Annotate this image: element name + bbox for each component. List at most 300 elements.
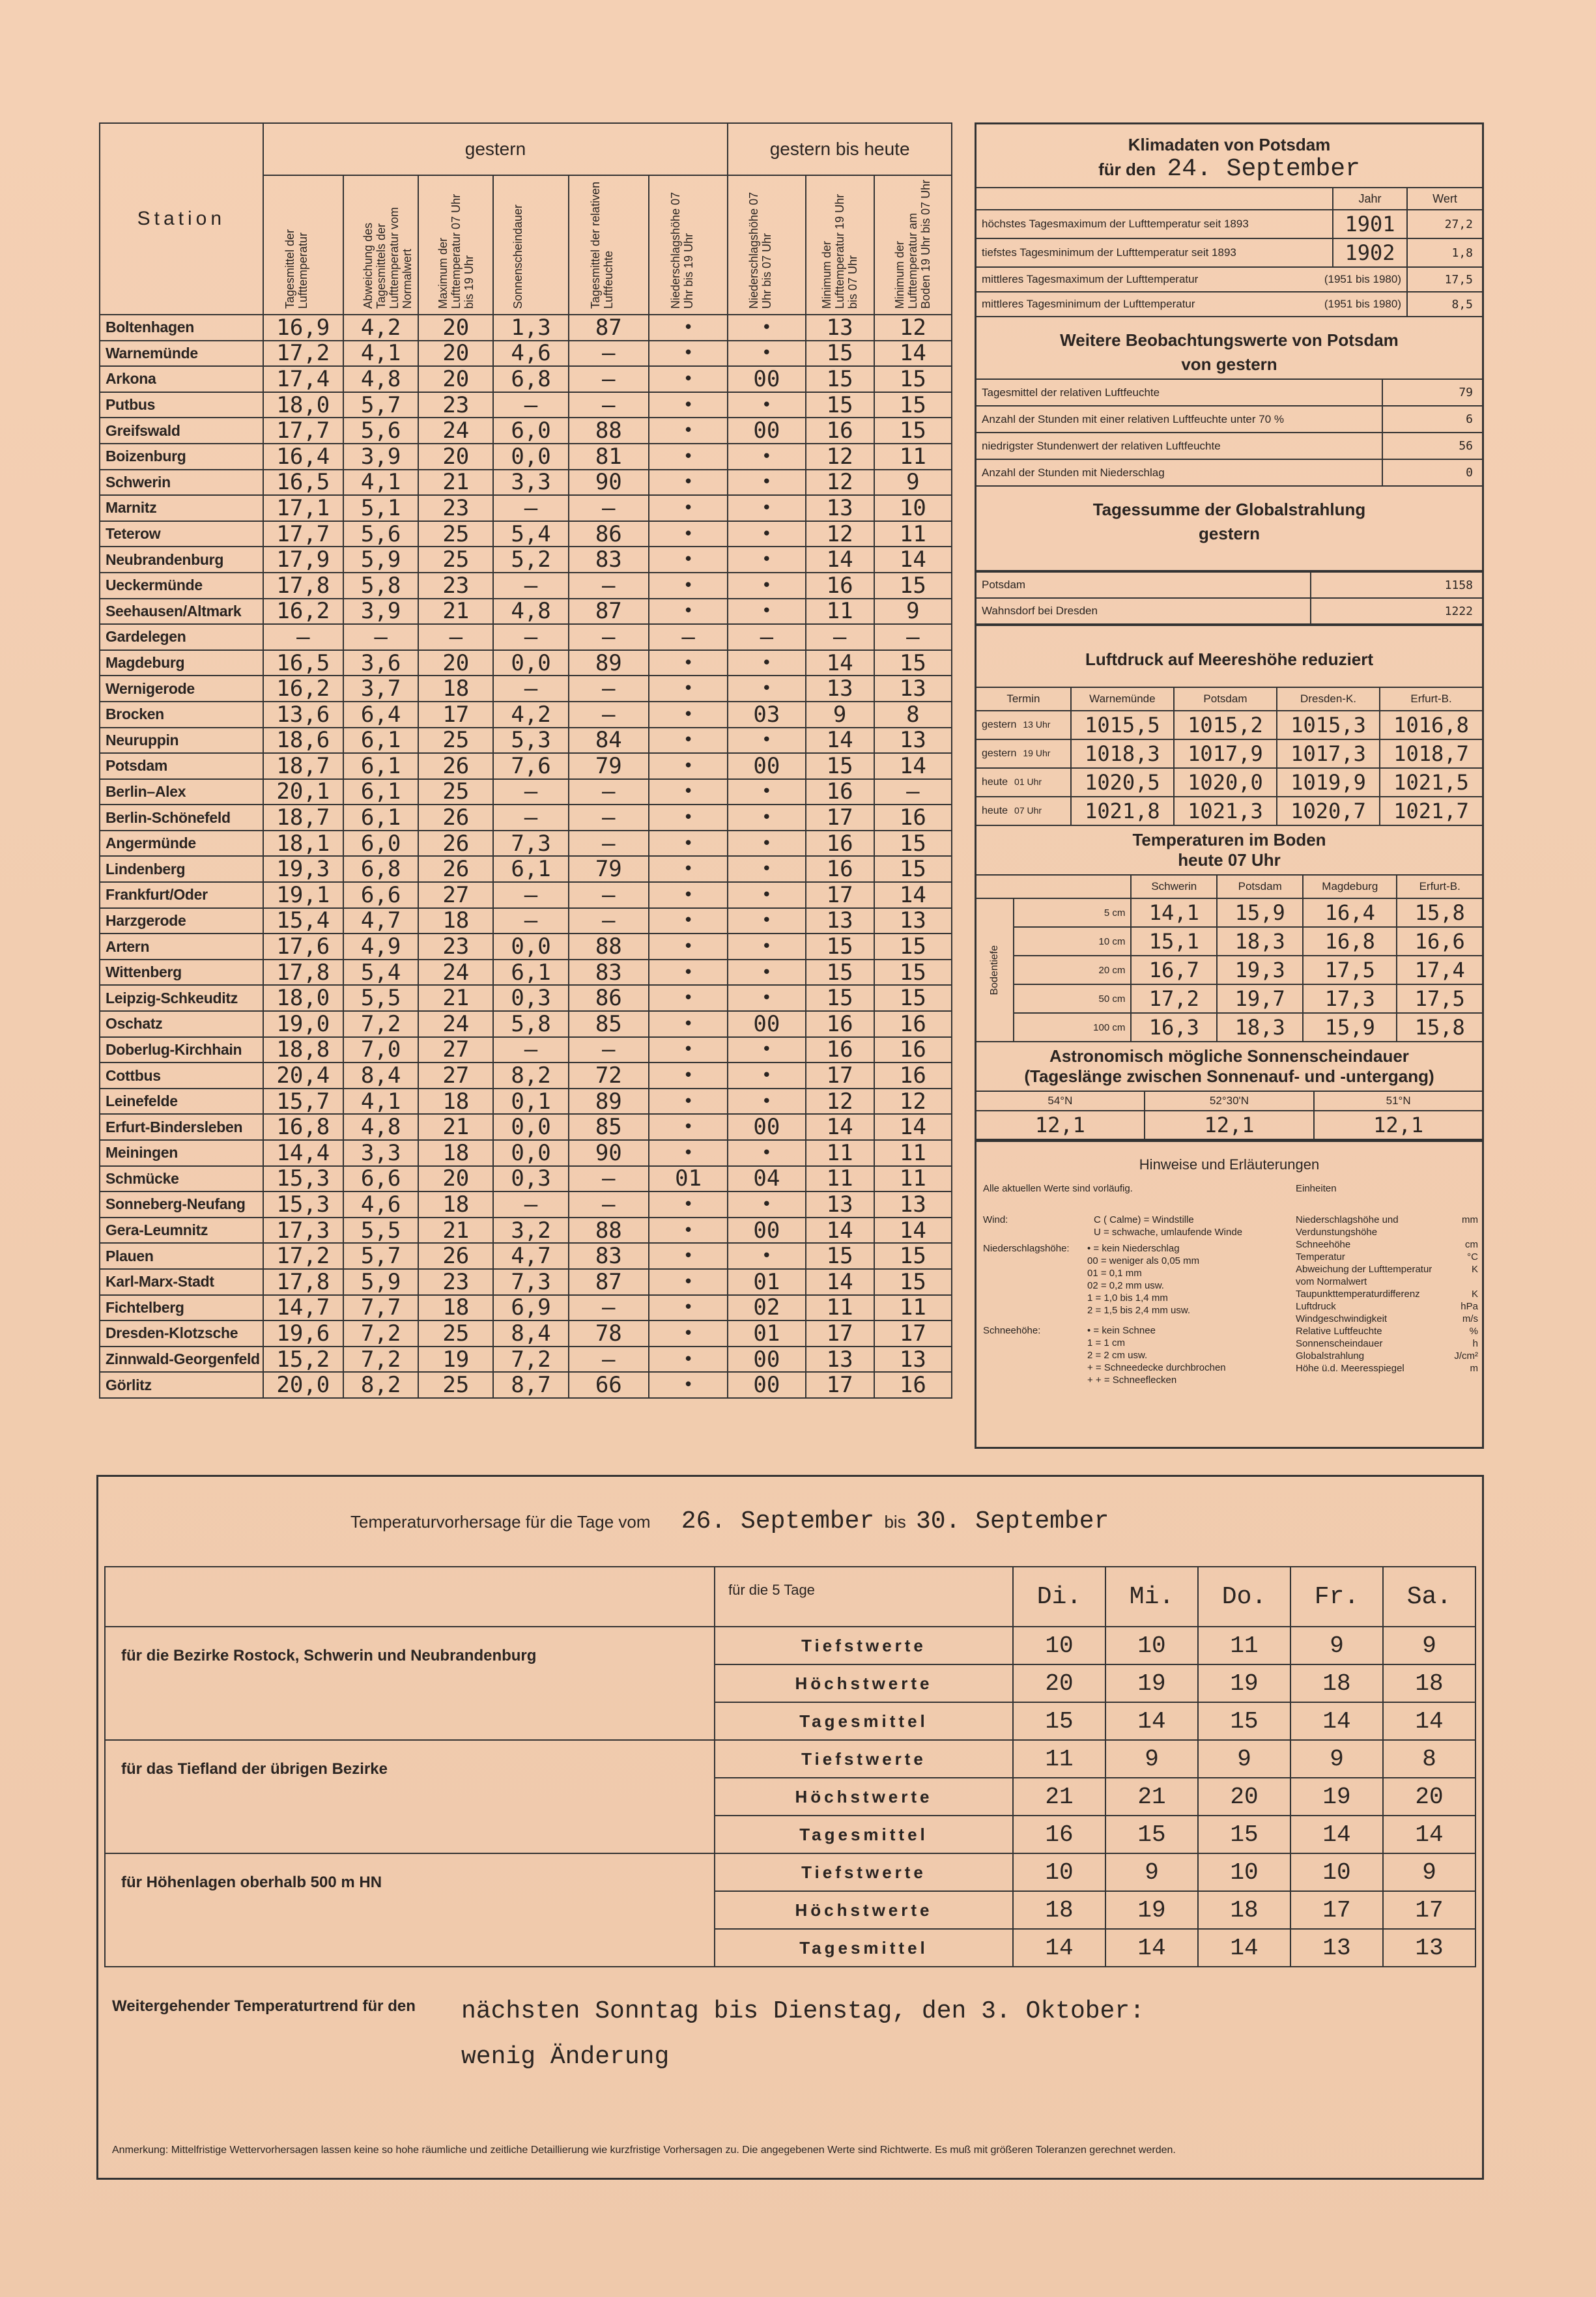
station-name: Erfurt-Bindersleben — [100, 1114, 263, 1140]
station-row — [100, 1089, 952, 1115]
hinweise-title: Hinweise und Erläuterungen — [976, 1140, 1482, 1173]
hint-line: + = Schneedecke durchbrochen — [1087, 1362, 1226, 1373]
col-header-text: Tagesmittel der Lufttemperatur — [283, 229, 310, 309]
unit-symbol: h — [1472, 1338, 1478, 1349]
station-value: 18,0 — [263, 985, 343, 1011]
unit-row — [1296, 1288, 1478, 1300]
unit-symbol: % — [1469, 1326, 1478, 1337]
station-value: 19,6 — [263, 1320, 343, 1347]
station-value: — — [418, 624, 493, 650]
station-value: 89 — [569, 1089, 649, 1115]
station-value: 00 — [728, 366, 805, 392]
term-time: 19 Uhr — [1023, 748, 1051, 758]
boden-head — [976, 875, 1482, 898]
luftdruck-table — [976, 687, 1482, 826]
station-value: 6,0 — [343, 831, 418, 857]
station-value: 20,4 — [263, 1063, 343, 1089]
station-value: • — [728, 728, 805, 754]
station-value: 14 — [874, 1218, 952, 1244]
station-value: 7,3 — [493, 831, 568, 857]
station-value: 20 — [418, 1166, 493, 1192]
station-row — [100, 728, 952, 754]
station-row — [100, 702, 952, 728]
station-value: 15 — [874, 985, 952, 1011]
term-time: 13 Uhr — [1023, 719, 1051, 730]
station-value: 13,6 — [263, 702, 343, 728]
station-row — [100, 960, 952, 986]
station-value: 18,7 — [263, 805, 343, 831]
station-name: Boizenburg — [100, 444, 263, 470]
station-value: 17 — [806, 1320, 874, 1347]
luftdruck-value: 1015,5 — [1071, 711, 1174, 739]
boden-value: 15,1 — [1131, 927, 1217, 956]
station-value: 16,5 — [263, 470, 343, 496]
station-name: Warnemünde — [100, 341, 263, 367]
astro-col: 54°N — [976, 1091, 1145, 1111]
hint-line: 00 = weniger als 0,05 mm — [1087, 1255, 1200, 1266]
term-time: 07 Uhr — [1014, 805, 1042, 816]
luftdruck-title: Luftdruck auf Meereshöhe reduziert — [976, 625, 1482, 687]
station-value: – — [874, 779, 952, 805]
station-name: Karl-Marx-Stadt — [100, 1269, 263, 1295]
station-value: • — [728, 882, 805, 908]
forecast-from: 26. September — [681, 1507, 875, 1535]
luftdruck-row — [976, 711, 1482, 739]
station-value: 8,4 — [343, 1063, 418, 1089]
station-value: 6,8 — [493, 366, 568, 392]
station-value: 4,2 — [493, 702, 568, 728]
station-value: 16,5 — [263, 650, 343, 676]
station-value: 16 — [806, 856, 874, 882]
klima-year: 1902 — [1333, 238, 1407, 267]
station-value: • — [728, 1089, 805, 1115]
boden-depth: 10 cm — [1014, 927, 1131, 956]
klima-date: 24. September — [1167, 155, 1360, 183]
unit-symbol: J/cm² — [1454, 1350, 1478, 1362]
weitere-subtitle: von gestern — [1181, 354, 1277, 374]
col-header — [263, 175, 343, 315]
astro-table — [976, 1091, 1482, 1140]
station-value: 18,1 — [263, 831, 343, 857]
station-value: 4,9 — [343, 934, 418, 960]
station-value: 4,8 — [343, 366, 418, 392]
station-value: – — [569, 1037, 649, 1063]
station-value: 7,7 — [343, 1295, 418, 1321]
unit-symbol: °C — [1467, 1251, 1478, 1263]
station-value: 20 — [418, 341, 493, 367]
station-value: • — [728, 650, 805, 676]
forecast-value: 15 — [1013, 1702, 1105, 1740]
station-value: 7,2 — [343, 1011, 418, 1037]
luftdruck-value: 1018,3 — [1071, 739, 1174, 768]
forecast-value: 16 — [1013, 1816, 1105, 1853]
luftdruck-value: 1018,7 — [1380, 739, 1482, 768]
boden-row — [976, 898, 1482, 927]
station-row — [100, 1347, 952, 1373]
station-value: 12 — [874, 315, 952, 341]
station-value: 83 — [569, 547, 649, 573]
klima-head-empty — [976, 188, 1333, 210]
forecast-value: 19 — [1105, 1664, 1198, 1702]
forecast-day: Mi. — [1105, 1567, 1198, 1627]
forecast-bis: bis — [884, 1512, 906, 1532]
klima-label — [976, 238, 1333, 267]
astro-value: 12,1 — [1314, 1111, 1482, 1139]
station-value: 5,8 — [493, 1011, 568, 1037]
station-value: 19,0 — [263, 1011, 343, 1037]
station-value: 15 — [874, 418, 952, 444]
station-value: 11 — [806, 1295, 874, 1321]
station-value: 6,8 — [343, 856, 418, 882]
forecast-value: 19 — [1290, 1778, 1383, 1816]
station-value: • — [649, 1011, 728, 1037]
station-value: • — [649, 934, 728, 960]
station-value: – — [569, 1295, 649, 1321]
trend-line-2: wenig Änderung — [461, 2043, 670, 2071]
hint-line: 01 = 0,1 mm — [1087, 1268, 1142, 1279]
station-value: – — [493, 805, 568, 831]
station-row — [100, 985, 952, 1011]
klima-table — [976, 187, 1482, 317]
boden-value: 17,3 — [1303, 984, 1397, 1013]
forecast-day: Fr. — [1290, 1567, 1383, 1627]
station-value: • — [728, 1037, 805, 1063]
schnee-label: Schneehöhe: — [983, 1325, 1041, 1336]
unit-symbol: cm — [1465, 1239, 1478, 1250]
station-value: 16,4 — [263, 444, 343, 470]
hint-line: 02 = 0,2 mm usw. — [1087, 1280, 1164, 1291]
station-value: 13 — [874, 676, 952, 702]
station-name: Harzgerode — [100, 908, 263, 934]
station-value: – — [569, 366, 649, 392]
station-value: 15 — [806, 341, 874, 367]
station-value: 21 — [418, 985, 493, 1011]
station-row — [100, 1011, 952, 1037]
boden-side — [976, 898, 1014, 1042]
forecast-note: Anmerkung: Mittelfristige Wettervorhersagen lassen keine so hohe räumliche und zeitliche Detaillierung wie kurzfristige Vorhersagen zu. Die angegebenen Werte sind Richtwerte. Es muß mit größeren Toleranzen gerechnet werden. — [112, 2145, 1176, 2156]
station-value: 26 — [418, 856, 493, 882]
forecast-intro-line — [350, 1507, 1109, 1535]
station-value: – — [493, 676, 568, 702]
station-value: 20 — [418, 366, 493, 392]
astro-value: 12,1 — [976, 1111, 1145, 1139]
station-value: • — [649, 418, 728, 444]
station-value: • — [649, 908, 728, 934]
value-row — [976, 379, 1482, 406]
station-value: 5,5 — [343, 1218, 418, 1244]
klima-label — [976, 210, 1333, 238]
station-value: 17,7 — [263, 418, 343, 444]
station-value: 17 — [806, 1372, 874, 1398]
forecast-value: 10 — [1013, 1853, 1105, 1891]
boden-row — [976, 956, 1482, 984]
station-header: Station — [100, 123, 263, 315]
station-value: 04 — [728, 1166, 805, 1192]
row-label: Anzahl der Stunden mit einer relativen Luftfeuchte unter 70 % — [976, 406, 1382, 433]
forecast-value: 10 — [1013, 1627, 1105, 1664]
station-value: 20,1 — [263, 779, 343, 805]
station-value: • — [728, 960, 805, 986]
klima-title: Klimadaten von Potsdam — [1128, 135, 1331, 154]
station-value: • — [649, 521, 728, 547]
station-value: 13 — [806, 1347, 874, 1373]
station-value: 8,2 — [493, 1063, 568, 1089]
station-value: 3,6 — [343, 650, 418, 676]
station-value: • — [649, 315, 728, 341]
col-header-text: Maximum der Lufttemperatur 07 Uhr bis 19 Uhr — [436, 193, 476, 309]
forecast-value: 9 — [1198, 1740, 1290, 1778]
row-value: 1222 — [1311, 598, 1482, 624]
forecast-value: 20 — [1383, 1778, 1475, 1816]
boden-title: Temperaturen im Boden — [1132, 830, 1326, 849]
station-value: 11 — [806, 599, 874, 625]
station-value: 3,9 — [343, 599, 418, 625]
wind-label: Wind: — [983, 1214, 1008, 1225]
col-header — [874, 175, 952, 315]
station-value: – — [569, 831, 649, 857]
station-name: Magdeburg — [100, 650, 263, 676]
klima-date-line — [976, 155, 1482, 183]
station-value: • — [649, 1372, 728, 1398]
forecast-value: 19 — [1198, 1664, 1290, 1702]
station-value: 14 — [806, 1218, 874, 1244]
forecast-value: 20 — [1013, 1664, 1105, 1702]
forecast-value: 9 — [1290, 1627, 1383, 1664]
station-value: • — [728, 392, 805, 418]
station-value: 01 — [728, 1269, 805, 1295]
luftdruck-value: 1021,8 — [1071, 797, 1174, 825]
forecast-value: 19 — [1105, 1891, 1198, 1929]
luftdruck-col: Dresden-K. — [1277, 687, 1380, 711]
station-name: Seehausen/Altmark — [100, 599, 263, 625]
station-value: 25 — [418, 521, 493, 547]
station-value: 25 — [418, 547, 493, 573]
unit-name: Temperatur — [1296, 1251, 1345, 1263]
station-row — [100, 573, 952, 599]
unit-symbol: K — [1471, 1289, 1478, 1300]
luftdruck-term — [976, 711, 1071, 739]
forecast-region: für die Bezirke Rostock, Schwerin und Neubrandenburg — [105, 1627, 715, 1740]
station-value: 87 — [569, 315, 649, 341]
forecast-value: 15 — [1105, 1816, 1198, 1853]
right-panel — [975, 122, 1484, 1449]
hinweise-body — [976, 1173, 1482, 1447]
station-value: 86 — [569, 521, 649, 547]
station-row — [100, 1191, 952, 1218]
station-value: – — [493, 882, 568, 908]
units-list — [1296, 1214, 1478, 1375]
station-name: Neubrandenburg — [100, 547, 263, 573]
boden-col: Magdeburg — [1303, 875, 1397, 898]
station-value: • — [728, 444, 805, 470]
station-value: 15,7 — [263, 1089, 343, 1115]
station-value: 6,4 — [343, 702, 418, 728]
station-value: – — [569, 805, 649, 831]
station-value: 02 — [728, 1295, 805, 1321]
station-value: 14 — [874, 753, 952, 779]
station-value: • — [649, 392, 728, 418]
station-name: Gera-Leumnitz — [100, 1218, 263, 1244]
forecast-kind: Tiefstwerte — [715, 1740, 1013, 1778]
station-name: Meiningen — [100, 1140, 263, 1166]
station-value: 11 — [806, 1166, 874, 1192]
station-name: Brocken — [100, 702, 263, 728]
boden-value: 15,8 — [1397, 1013, 1482, 1042]
forecast-head — [105, 1567, 1475, 1627]
station-value: 18 — [418, 1089, 493, 1115]
station-value: • — [649, 702, 728, 728]
station-value: 15 — [874, 366, 952, 392]
forecast-value: 14 — [1290, 1816, 1383, 1853]
station-name: Plauen — [100, 1243, 263, 1269]
boden-value: 16,3 — [1131, 1013, 1217, 1042]
station-body — [100, 315, 952, 1398]
station-value: – — [569, 495, 649, 521]
station-name: Zinnwald-Georgenfeld — [100, 1347, 263, 1373]
station-value: • — [649, 366, 728, 392]
station-value: 17,8 — [263, 573, 343, 599]
station-value: 20 — [418, 444, 493, 470]
station-value: 8 — [874, 702, 952, 728]
station-name: Neuruppin — [100, 728, 263, 754]
station-value: 15 — [874, 934, 952, 960]
luftdruck-value: 1020,5 — [1071, 768, 1174, 797]
station-value: 16 — [806, 418, 874, 444]
station-value: 4,1 — [343, 470, 418, 496]
klima-period: (1951 bis 1980) — [1324, 273, 1401, 285]
station-row — [100, 676, 952, 702]
station-value: 18,0 — [263, 392, 343, 418]
station-value: 17 — [418, 702, 493, 728]
station-value: • — [649, 1269, 728, 1295]
station-value: 6,1 — [493, 960, 568, 986]
station-value: • — [649, 547, 728, 573]
station-value: 85 — [569, 1114, 649, 1140]
luftdruck-value: 1021,7 — [1380, 797, 1482, 825]
station-value: 17 — [806, 1063, 874, 1089]
station-value: 13 — [874, 1191, 952, 1218]
station-name: Oschatz — [100, 1011, 263, 1037]
col-header-text: Minimum der Lufttemperatur am Boden 19 Uhr bis 07 Uhr — [893, 179, 933, 309]
forecast-row — [105, 1740, 1475, 1778]
luftdruck-value: 1020,0 — [1174, 768, 1277, 797]
station-value: 5,9 — [343, 547, 418, 573]
station-name: Fichtelberg — [100, 1295, 263, 1321]
unit-name: Taupunkttemperaturdifferenz — [1296, 1289, 1420, 1300]
wind-lines — [1094, 1214, 1242, 1238]
station-value: 5,7 — [343, 1243, 418, 1269]
station-value: 00 — [728, 1114, 805, 1140]
station-value: • — [728, 779, 805, 805]
station-value: 23 — [418, 495, 493, 521]
luftdruck-term — [976, 768, 1071, 797]
station-value: • — [728, 1140, 805, 1166]
station-value: 16,2 — [263, 676, 343, 702]
boden-value: 15,9 — [1303, 1013, 1397, 1042]
station-value: 20,0 — [263, 1372, 343, 1398]
luftdruck-term — [976, 739, 1071, 768]
unit-symbol: hPa — [1461, 1301, 1478, 1312]
boden-value: 16,8 — [1303, 927, 1397, 956]
forecast-value: 15 — [1198, 1816, 1290, 1853]
boden-value: 17,2 — [1131, 984, 1217, 1013]
weitere-title: Weitere Beobachtungswerte von Potsdam — [1060, 330, 1399, 350]
hinweise-right-intro: Einheiten — [1296, 1183, 1337, 1194]
station-value: • — [649, 753, 728, 779]
station-value: • — [649, 676, 728, 702]
boden-value: 19,3 — [1217, 956, 1303, 984]
station-row — [100, 444, 952, 470]
col-header — [493, 175, 568, 315]
station-name: Berlin-Schönefeld — [100, 805, 263, 831]
station-value: 8,2 — [343, 1372, 418, 1398]
unit-row — [1296, 1337, 1478, 1350]
station-value: 0,1 — [493, 1089, 568, 1115]
station-value: – — [569, 676, 649, 702]
station-value: 86 — [569, 985, 649, 1011]
station-value: 6,6 — [343, 1166, 418, 1192]
boden-value: 15,9 — [1217, 898, 1303, 927]
station-value: 27 — [418, 1063, 493, 1089]
station-value: • — [649, 1218, 728, 1244]
station-row — [100, 1372, 952, 1398]
station-name: Ueckermünde — [100, 573, 263, 599]
schnee-lines — [1087, 1324, 1226, 1386]
station-value: 5,3 — [493, 728, 568, 754]
station-name: Arkona — [100, 366, 263, 392]
station-value: – — [493, 1037, 568, 1063]
unit-row — [1296, 1325, 1478, 1337]
station-value: 25 — [418, 728, 493, 754]
group-yesterday-today: gestern bis heute — [728, 123, 952, 175]
station-row — [100, 831, 952, 857]
station-value: 11 — [874, 1295, 952, 1321]
station-value: • — [728, 599, 805, 625]
klima-row — [976, 292, 1482, 317]
station-value: 16,8 — [263, 1114, 343, 1140]
station-value: 9 — [874, 470, 952, 496]
unit-name: Niederschlagshöhe und Verdunstungshöhe — [1296, 1214, 1399, 1238]
forecast-value: 10 — [1290, 1853, 1383, 1891]
group-yesterday: gestern — [263, 123, 728, 175]
station-value: 88 — [569, 934, 649, 960]
station-value: 90 — [569, 470, 649, 496]
station-name: Wittenberg — [100, 960, 263, 986]
station-row — [100, 341, 952, 367]
unit-symbol: K — [1471, 1264, 1478, 1275]
station-name: Leipzig-Schkeuditz — [100, 985, 263, 1011]
station-value: 8,7 — [493, 1372, 568, 1398]
station-value: 16,9 — [263, 315, 343, 341]
klima-value: 17,5 — [1407, 267, 1482, 292]
luftdruck-value: 1017,3 — [1277, 739, 1380, 768]
station-value: 14 — [806, 1114, 874, 1140]
station-value: 4,1 — [343, 341, 418, 367]
station-value: 26 — [418, 831, 493, 857]
station-value: 17,7 — [263, 521, 343, 547]
forecast-day: Sa. — [1383, 1567, 1475, 1627]
col-header-text: Sonnenscheindauer — [511, 204, 525, 309]
station-value: • — [728, 1063, 805, 1089]
station-value: 5,6 — [343, 521, 418, 547]
station-value: 21 — [418, 470, 493, 496]
col-header-text: Niederschlagshöhe 07 Uhr bis 19 Uhr — [668, 192, 695, 309]
row-value: 1158 — [1311, 572, 1482, 598]
astro-subtitle: (Tageslänge zwischen Sonnenauf- und -untergang) — [1024, 1066, 1434, 1086]
forecast-value: 21 — [1013, 1778, 1105, 1816]
global-table — [976, 571, 1482, 625]
station-value: 3,2 — [493, 1218, 568, 1244]
